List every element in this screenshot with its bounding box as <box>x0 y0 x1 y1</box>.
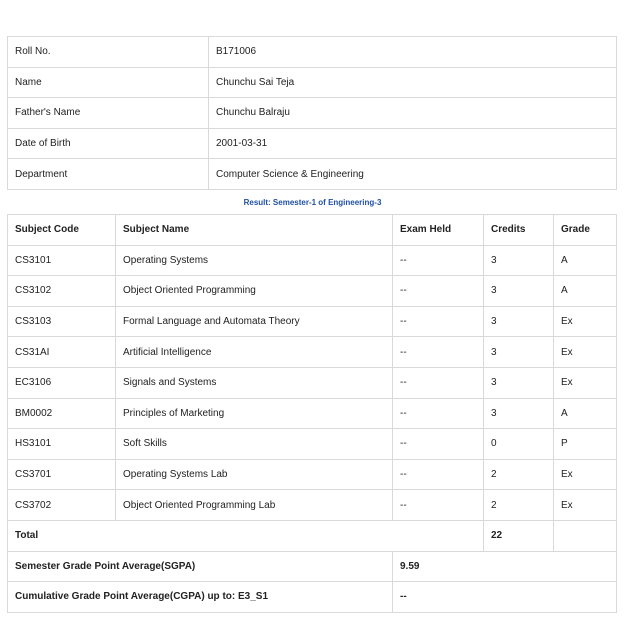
subject-code-cell: BM0002 <box>8 398 116 429</box>
subject-code-cell: CS3701 <box>8 459 116 490</box>
credits-cell: 3 <box>484 245 554 276</box>
grade-cell: P <box>554 429 617 460</box>
exam-held-cell: -- <box>393 245 484 276</box>
credits-cell: 3 <box>484 306 554 337</box>
exam-held-cell: -- <box>393 398 484 429</box>
student-info-table <box>7 36 617 190</box>
grade-cell: Ex <box>554 306 617 337</box>
total-grade-empty <box>554 520 617 551</box>
credits-cell: 3 <box>484 337 554 368</box>
subject-rows <box>8 245 617 520</box>
total-credits: 22 <box>484 520 554 551</box>
grade-cell: Ex <box>554 459 617 490</box>
name-value: Chunchu Sai Teja <box>209 67 617 98</box>
subject-code-cell: CS3702 <box>8 490 116 521</box>
subject-name-header: Subject Name <box>116 215 393 246</box>
subject-name-cell: Operating Systems <box>116 245 393 276</box>
subject-code-cell: CS3103 <box>8 306 116 337</box>
exam-held-cell: -- <box>393 337 484 368</box>
dob-value: 2001-03-31 <box>209 128 617 159</box>
credits-cell: 2 <box>484 459 554 490</box>
name-label: Name <box>8 67 209 98</box>
exam-held-header: Exam Held <box>393 215 484 246</box>
cgpa-row <box>8 582 617 613</box>
credits-cell: 2 <box>484 490 554 521</box>
subject-row <box>8 337 617 368</box>
exam-held-cell: -- <box>393 367 484 398</box>
subject-row <box>8 245 617 276</box>
credits-cell: 3 <box>484 276 554 307</box>
subject-name-cell: Principles of Marketing <box>116 398 393 429</box>
subject-code-header: Subject Code <box>8 215 116 246</box>
grade-cell: A <box>554 245 617 276</box>
subject-row <box>8 490 617 521</box>
grades-table <box>7 214 617 613</box>
subject-row <box>8 306 617 337</box>
exam-held-cell: -- <box>393 306 484 337</box>
department-row <box>8 159 617 190</box>
roll-no-value: B171006 <box>209 37 617 68</box>
credits-header: Credits <box>484 215 554 246</box>
name-row <box>8 67 617 98</box>
total-row <box>8 520 617 551</box>
grades-header-row <box>8 215 617 246</box>
subject-name-cell: Signals and Systems <box>116 367 393 398</box>
subject-code-cell: CS31AI <box>8 337 116 368</box>
dob-row <box>8 128 617 159</box>
grade-cell: A <box>554 276 617 307</box>
subject-code-cell: CS3102 <box>8 276 116 307</box>
exam-held-cell: -- <box>393 459 484 490</box>
father-name-label: Father's Name <box>8 98 209 129</box>
grade-cell: Ex <box>554 337 617 368</box>
grade-header: Grade <box>554 215 617 246</box>
subject-name-cell: Soft Skills <box>116 429 393 460</box>
cgpa-label: Cumulative Grade Point Average(CGPA) up to: E3_S1 <box>8 582 393 613</box>
sgpa-row <box>8 551 617 582</box>
subject-code-cell: EC3106 <box>8 367 116 398</box>
exam-held-cell: -- <box>393 276 484 307</box>
exam-held-cell: -- <box>393 429 484 460</box>
grade-cell: Ex <box>554 367 617 398</box>
credits-cell: 3 <box>484 367 554 398</box>
total-label: Total <box>8 520 484 551</box>
roll-no-label: Roll No. <box>8 37 209 68</box>
subject-name-cell: Operating Systems Lab <box>116 459 393 490</box>
department-label: Department <box>8 159 209 190</box>
subject-row <box>8 459 617 490</box>
exam-held-cell: -- <box>393 490 484 521</box>
result-title: Result: Semester-1 of Engineering-3 <box>243 198 382 207</box>
credits-cell: 0 <box>484 429 554 460</box>
father-name-value: Chunchu Balraju <box>209 98 617 129</box>
subject-row <box>8 429 617 460</box>
father-name-row <box>8 98 617 129</box>
subject-row <box>8 398 617 429</box>
subject-name-cell: Formal Language and Automata Theory <box>116 306 393 337</box>
sgpa-label: Semester Grade Point Average(SGPA) <box>8 551 393 582</box>
sgpa-value: 9.59 <box>393 551 617 582</box>
subject-row <box>8 367 617 398</box>
grade-cell: Ex <box>554 490 617 521</box>
grade-cell: A <box>554 398 617 429</box>
subject-name-cell: Object Oriented Programming Lab <box>116 490 393 521</box>
roll-no-row <box>8 37 617 68</box>
dob-label: Date of Birth <box>8 128 209 159</box>
subject-code-cell: CS3101 <box>8 245 116 276</box>
cgpa-value: -- <box>393 582 617 613</box>
subject-code-cell: HS3101 <box>8 429 116 460</box>
subject-row <box>8 276 617 307</box>
department-value: Computer Science & Engineering <box>209 159 617 190</box>
credits-cell: 3 <box>484 398 554 429</box>
subject-name-cell: Object Oriented Programming <box>116 276 393 307</box>
subject-name-cell: Artificial Intelligence <box>116 337 393 368</box>
